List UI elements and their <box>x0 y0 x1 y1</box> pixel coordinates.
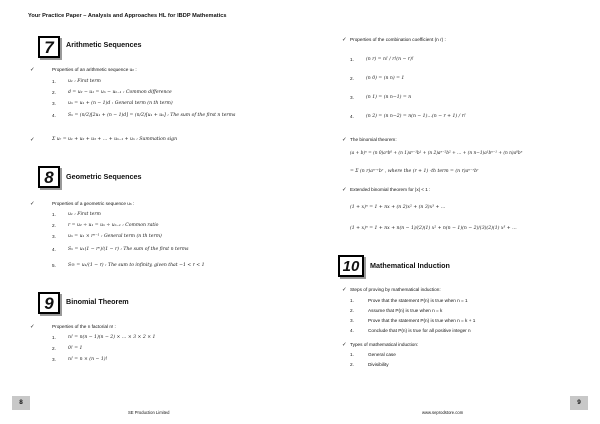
item-number: 4. <box>52 247 56 252</box>
section-number-9: 9 <box>38 292 60 314</box>
fact-item-1: n! = n(n − 1)(n − 2) × … × 3 × 2 × 1 <box>68 335 156 340</box>
arith-item-2: d = u₂ − u₁ = uₙ − uₙ₋₁ : Common difference <box>68 90 172 95</box>
section-title-induction: Mathematical Induction <box>370 261 450 270</box>
summation-sign: Σ uᵣ = u₁ + u₂ + u₃ + … + uₙ₋₁ + uₙ : Summation sign <box>52 137 178 142</box>
geo-item-5: S∞ = u₁/(1 − r) : The sum to infinity, given that −1 < r < 1 <box>68 263 205 268</box>
types-item-2: Divisibility <box>368 362 389 367</box>
ind-item-1: Prove that the statement P(n) is true when n = 1 <box>368 298 468 303</box>
item-number: 2. <box>52 90 56 95</box>
fact-item-3: n! = n × (n − 1)! <box>68 357 108 362</box>
binom-line-1: (a + b)ⁿ = (n 0)aⁿb⁰ + (n 1)aⁿ⁻¹b¹ + (n 2)aⁿ⁻²b² + … + (n n−1)a¹bⁿ⁻¹ + (n n)a⁰bⁿ <box>350 151 523 156</box>
ind-item-4: Conclude that P(n) is true for all positive integer n <box>368 328 471 333</box>
geo-item-1: u₁ : First term <box>68 212 101 217</box>
types-intro: Types of mathematical induction: <box>350 342 419 347</box>
check-icon: ✓ <box>342 187 347 193</box>
item-number: 3. <box>52 101 56 106</box>
check-icon: ✓ <box>30 201 35 207</box>
item-number: 4. <box>350 114 354 119</box>
item-number: 1. <box>52 212 56 217</box>
check-icon: ✓ <box>30 137 35 143</box>
fact-item-2: 0! = 1 <box>68 346 83 351</box>
ind-item-2: Assume that P(n) is true when n = k <box>368 308 443 313</box>
item-number: 1. <box>52 79 56 84</box>
page-footer: www.seprodstore.com <box>422 410 464 415</box>
right-page <box>300 0 600 424</box>
item-number: 1. <box>350 352 354 357</box>
binom-intro: The binomial theorem: <box>350 137 397 142</box>
types-item-1: General case <box>368 352 396 357</box>
section-number-8: 8 <box>38 166 60 188</box>
arith-item-3: uₙ = u₁ + (n − 1)d : General term (n th term) <box>68 101 173 106</box>
comb-item-3: (n 1) = (n n−1) = n <box>366 95 412 100</box>
geo-item-4: Sₙ = u₁(1 − rⁿ)/(1 − r) : The sum of the first n terms <box>68 247 189 252</box>
page-header: Your Practice Paper – Analysis and Approaches HL for IBDP Mathematics <box>28 13 227 19</box>
section-title-geometric: Geometric Sequences <box>66 172 142 181</box>
page-number: 9 <box>570 396 588 410</box>
check-icon: ✓ <box>30 324 35 330</box>
check-icon: ✓ <box>342 287 347 293</box>
item-number: 3. <box>350 318 354 323</box>
item-number: 5. <box>52 263 56 268</box>
ext-intro: Extended binomial theorem for |x| < 1 : <box>350 187 431 192</box>
geo-intro: Properties of a geometric sequence uₙ : <box>52 201 135 206</box>
geo-item-2: r = u₂ ÷ u₁ = uₙ ÷ uₙ₋₁ : Common ratio <box>68 223 159 228</box>
comb-intro: Properties of the combination coefficient (n r) : <box>350 37 446 42</box>
check-icon: ✓ <box>342 342 347 348</box>
comb-item-4: (n 2) = (n n−2) = n(n − 1)…(n − r + 1) / r! <box>366 114 466 119</box>
check-icon: ✓ <box>342 37 347 43</box>
comb-item-1: (n r) = n! / r!(n − r)! <box>366 57 414 62</box>
item-number: 1. <box>350 298 354 303</box>
item-number: 2. <box>52 223 56 228</box>
section-title-arithmetic: Arithmetic Sequences <box>66 40 142 49</box>
item-number: 2. <box>52 346 56 351</box>
binom-line-2: = Σ (n r)aⁿ⁻ʳbʳ , where the (r + 1) -th term = (n r)aⁿ⁻ʳbʳ <box>350 169 479 174</box>
section-number-7: 7 <box>38 36 60 58</box>
ext-line-1: (1 + x)ⁿ = 1 + nx + (n 2)x² + (n 3)x³ + … <box>350 205 446 210</box>
section-number-10: 10 <box>338 255 364 277</box>
arith-intro: Properties of an arithmetic sequence uₙ : <box>52 67 137 72</box>
ext-line-2: (1 + x)ⁿ = 1 + nx + n(n − 1)/(2)(1) x² + n(n − 1)(n − 2)/(3)(2)(1) x³ + … <box>350 226 517 231</box>
item-number: 2. <box>350 362 354 367</box>
item-number: 4. <box>52 113 56 118</box>
item-number: 2. <box>350 308 354 313</box>
page-number: 8 <box>12 396 30 410</box>
item-number: 3. <box>52 234 56 239</box>
comb-item-2: (n 0) = (n n) = 1 <box>366 76 405 81</box>
ind-intro: Steps of proving by mathematical induction: <box>350 287 441 292</box>
item-number: 2. <box>350 76 354 81</box>
item-number: 4. <box>350 328 354 333</box>
geo-item-3: uₙ = u₁ × rⁿ⁻¹ : General term (n th term) <box>68 234 162 239</box>
item-number: 3. <box>52 357 56 362</box>
item-number: 3. <box>350 95 354 100</box>
arith-item-1: u₁ : First term <box>68 79 101 84</box>
page-footer: SE Production Limited <box>128 410 170 415</box>
ind-item-3: Prove that the statement P(n) is true when n = k + 1 <box>368 318 476 323</box>
item-number: 1. <box>52 335 56 340</box>
arith-item-4: Sₙ = (n/2)[2u₁ + (n − 1)d] = (n/2)[u₁ + uₙ] : The sum of the first n terms <box>68 113 236 118</box>
check-icon: ✓ <box>342 137 347 143</box>
fact-intro: Properties of the n factorial n! : <box>52 324 116 329</box>
item-number: 1. <box>350 57 354 62</box>
section-title-binomial: Binomial Theorem <box>66 297 129 306</box>
check-icon: ✓ <box>30 67 35 73</box>
